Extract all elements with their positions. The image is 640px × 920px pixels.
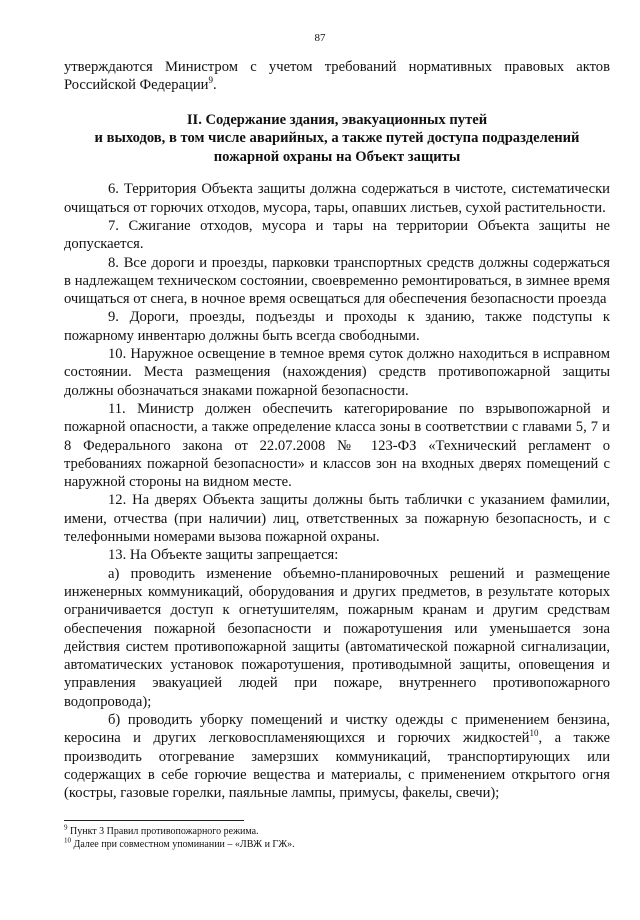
paragraph-13a: а) проводить изменение объемно-планировочных решений и размещение инженерных коммуникаций, оборудования и других предметов, в результате которых ограничивается доступ к огнетушителям, пожарным кранам и другим средствам обеспечения пожарной безопасности и пожаротушения или уменьшается зона действия систем противопожарной защиты (автоматической пожарной сигнализации, автоматических установок пожаротушения, противодымной защиты, оповещения и управления эвакуацией людей при пожаре, внутреннего противопожарного водопровода);	[64, 565, 610, 710]
footnote-9-mark: 9	[64, 823, 68, 832]
paragraph-9: 9. Дороги, проезды, подъезды и проходы к зданию, также подступы к пожарному инвентарю должны быть всегда свободными.	[64, 309, 610, 344]
footnote-9-text: Пункт 3 Правил противопожарного режима.	[67, 826, 259, 837]
heading-line-3: пожарной охраны на Объект защиты	[213, 148, 461, 165]
heading-line-2: и выходов, в том числе аварийных, а также путей доступа подразделений	[94, 130, 580, 147]
paragraph-6: 6. Территория Объекта защиты должна содержаться в чистоте, систематически очищаться от горючих отходов, мусора, тары, опавших листьев, сухой растительности.	[64, 181, 610, 216]
intro-text: утверждаются Министром с учетом требований нормативных правовых актов Российской Федерации	[64, 59, 610, 94]
heading-line-1: II. Содержание здания, эвакуационных путей	[186, 111, 488, 128]
paragraph-13b	[64, 711, 610, 802]
document-body	[64, 58, 610, 802]
paragraph-12: 12. На дверях Объекта защиты должны быть таблички с указанием фамилии, имени, отчества (при наличии) лиц, ответственных за пожарную безопасность, и с телефонными номерами вызова пожарной охраны.	[64, 492, 610, 546]
footnote-divider	[64, 820, 244, 821]
paragraph-13b-part-2: , а также производить отогревание замерзших коммуникаций, транспортирующих или содержащих в себе горючие вещества и материалы, с применением открытого огня (костры, газовые горелки, паяльные лампы, примусы, факелы, свечи);	[64, 730, 610, 802]
footnote-10-text: Далее при совместном упоминании – «ЛВЖ и ГЖ».	[71, 839, 295, 850]
footnote-9	[64, 825, 610, 838]
footnote-10	[64, 838, 610, 851]
page-number: 87	[314, 32, 326, 44]
footnote-10-mark: 10	[64, 836, 71, 845]
footnote-ref-10: 10	[529, 728, 539, 739]
section-heading	[64, 111, 610, 167]
paragraph-11: 11. Министр должен обеспечить категорирование по взрывопожарной и пожарной опасности, а также определение класса зоны в соответствии с главами 5, 7 и 8 Федерального закона от 22.07.2008 № 123-ФЗ «Технический регламент о требованиях пожарной безопасности» и классов зон на входных дверях помещений с наружной стороны на видном месте.	[64, 400, 610, 491]
paragraph-13: 13. На Объекте защиты запрещается:	[108, 547, 339, 564]
intro-paragraph	[64, 58, 610, 95]
intro-end: .	[213, 77, 217, 94]
footnote-ref-9: 9	[208, 75, 213, 86]
footnotes	[64, 820, 610, 851]
paragraph-10: 10. Наружное освещение в темное время суток должно находиться в исправном состоянии. Места размещения (нахождения) средств противопожарной защиты должны обозначаться знаками пожарной безопасности.	[64, 346, 610, 399]
paragraph-8: 8. Все дороги и проезды, парковки транспортных средств должны содержаться в надлежащем техническом состоянии, своевременно ремонтироваться, в зимнее время очищаться от снега, в ночное время освещаться для обеспечения безопасности проезда	[64, 254, 610, 308]
paragraph-13b-part-1: б) проводить уборку помещений и чистку одежды с применением бензина, керосина и других легковоспламеняющихся и горючих жидкостей	[64, 711, 610, 747]
paragraph-7: 7. Сжигание отходов, мусора и тары на территории Объекта защиты не допускается.	[64, 217, 610, 253]
